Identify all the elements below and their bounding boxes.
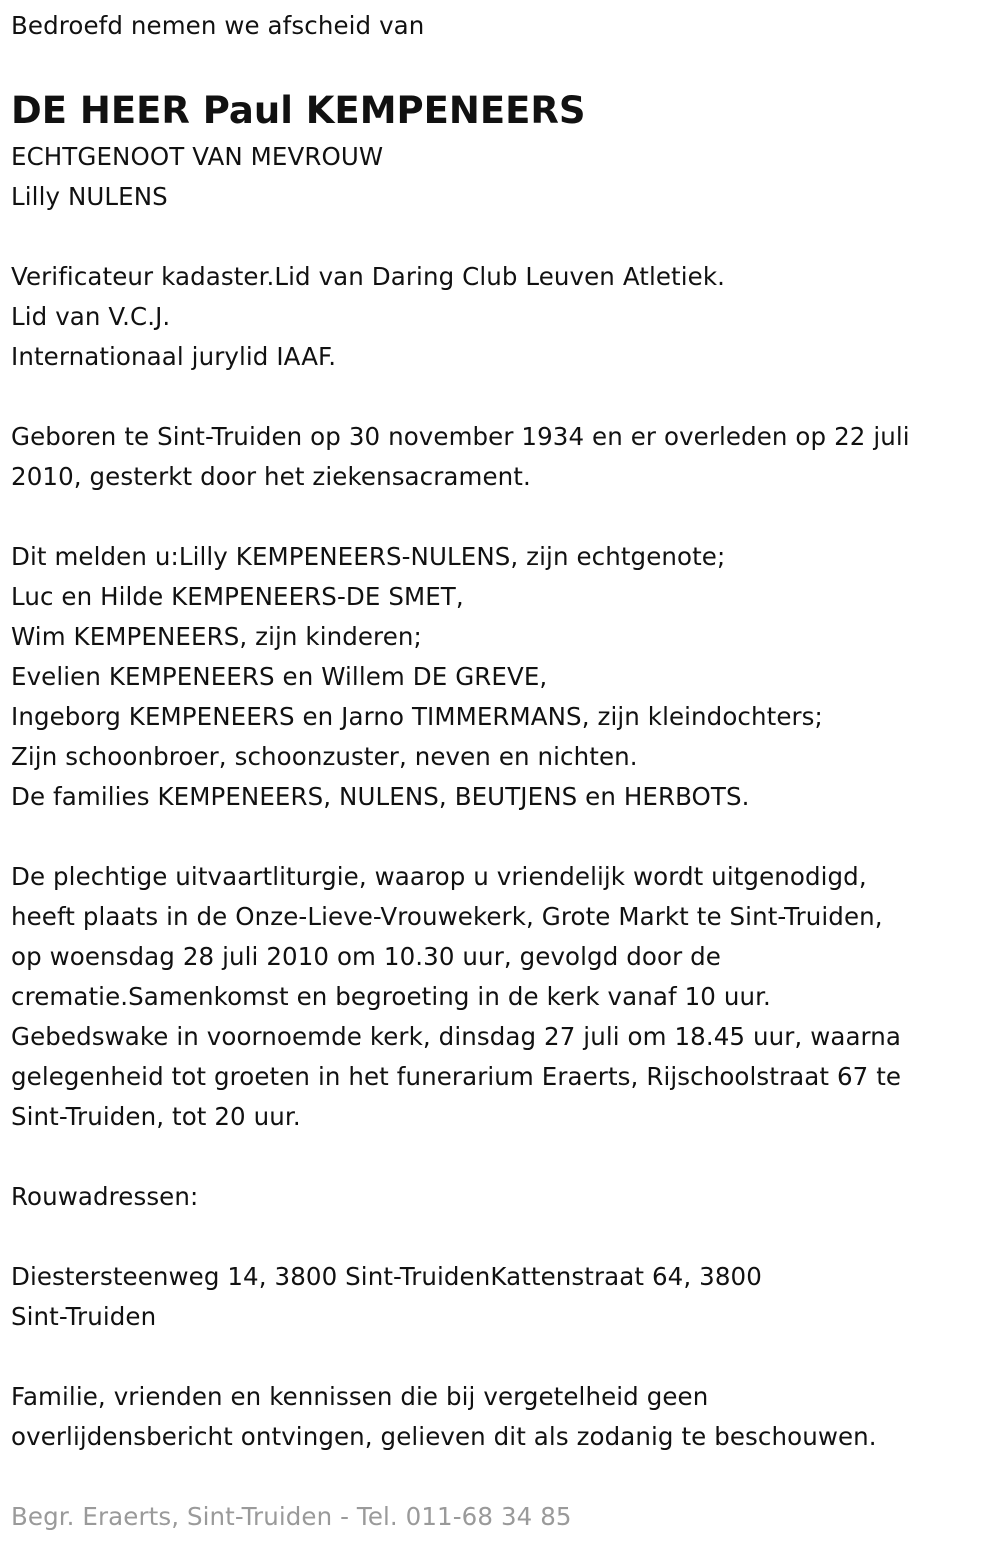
spacer [11, 1217, 989, 1257]
ceremony-line: crematie.Samenkomst en begroeting in de kerk vanaf 10 uur. [11, 982, 771, 1011]
relation-text: ECHTGENOOT VAN MEVROUW [11, 142, 384, 171]
spouse-name: Lilly NULENS [11, 182, 168, 211]
birth-death-line: Geboren te Sint-Truiden op 30 november 1934 en er overleden op 22 juli [11, 422, 910, 451]
ceremony-line: Sint-Truiden, tot 20 uur. [11, 1102, 301, 1131]
notice-line: overlijdensbericht ontvingen, gelieven dit als zodanig te beschouwen. [11, 1422, 877, 1451]
bio-line: Internationaal jurylid IAAF. [11, 342, 337, 371]
spacer [11, 817, 989, 857]
notice-text [11, 1377, 989, 1457]
family-line: Ingeborg KEMPENEERS en Jarno TIMMERMANS, zijn kleindochters; [11, 702, 823, 731]
biography [11, 257, 989, 377]
spacer [11, 377, 989, 417]
bio-line: Verificateur kadaster.Lid van Daring Club Leuven Atletiek. [11, 262, 726, 291]
spacer [11, 1337, 989, 1377]
ceremony-line: heeft plaats in de Onze-Lieve-Vrouwekerk, Grote Markt te Sint-Truiden, [11, 902, 883, 931]
spacer [11, 217, 989, 257]
family-line: Luc en Hilde KEMPENEERS-DE SMET, [11, 582, 464, 611]
spacer [11, 1137, 989, 1177]
family-list [11, 537, 989, 817]
ceremony-line: gelegenheid tot groeten in het funerarium Eraerts, Rijschoolstraat 67 te [11, 1062, 902, 1091]
spacer [11, 497, 989, 537]
ceremony-info [11, 857, 989, 1137]
ceremony-line: De plechtige uitvaartliturgie, waarop u vriendelijk wordt uitgenodigd, [11, 862, 867, 891]
ceremony-line: op woensdag 28 juli 2010 om 10.30 uur, gevolgd door de [11, 942, 721, 971]
deceased-name: DE HEER Paul KEMPENEERS [11, 89, 586, 132]
ceremony-line: Gebedswake in voornoemde kerk, dinsdag 27 juli om 18.45 uur, waarna [11, 1022, 902, 1051]
family-line: Dit melden u:Lilly KEMPENEERS-NULENS, zijn echtgenote; [11, 542, 726, 571]
intro-text: Bedroefd nemen we afscheid van [11, 11, 425, 40]
family-line: Wim KEMPENEERS, zijn kinderen; [11, 622, 422, 651]
family-line: Evelien KEMPENEERS en Willem DE GREVE, [11, 662, 548, 691]
address-line: Sint-Truiden [11, 1302, 157, 1331]
mourning-addresses [11, 1257, 989, 1337]
spacer [11, 1457, 989, 1497]
addresses-label: Rouwadressen: [11, 1182, 199, 1211]
bio-line: Lid van V.C.J. [11, 302, 171, 331]
funeral-home-footer: Begr. Eraerts, Sint-Truiden - Tel. 011-68 34 85 [11, 1502, 572, 1531]
address-line: Diestersteenweg 14, 3800 Sint-TruidenKattenstraat 64, 3800 [11, 1262, 762, 1291]
birth-death-line: 2010, gesterkt door het ziekensacrament. [11, 462, 531, 491]
birth-death-info [11, 417, 989, 497]
family-line: Zijn schoonbroer, schoonzuster, neven en nichten. [11, 742, 638, 771]
notice-line: Familie, vrienden en kennissen die bij vergetelheid geen [11, 1382, 709, 1411]
family-line: De families KEMPENEERS, NULENS, BEUTJENS en HERBOTS. [11, 782, 750, 811]
